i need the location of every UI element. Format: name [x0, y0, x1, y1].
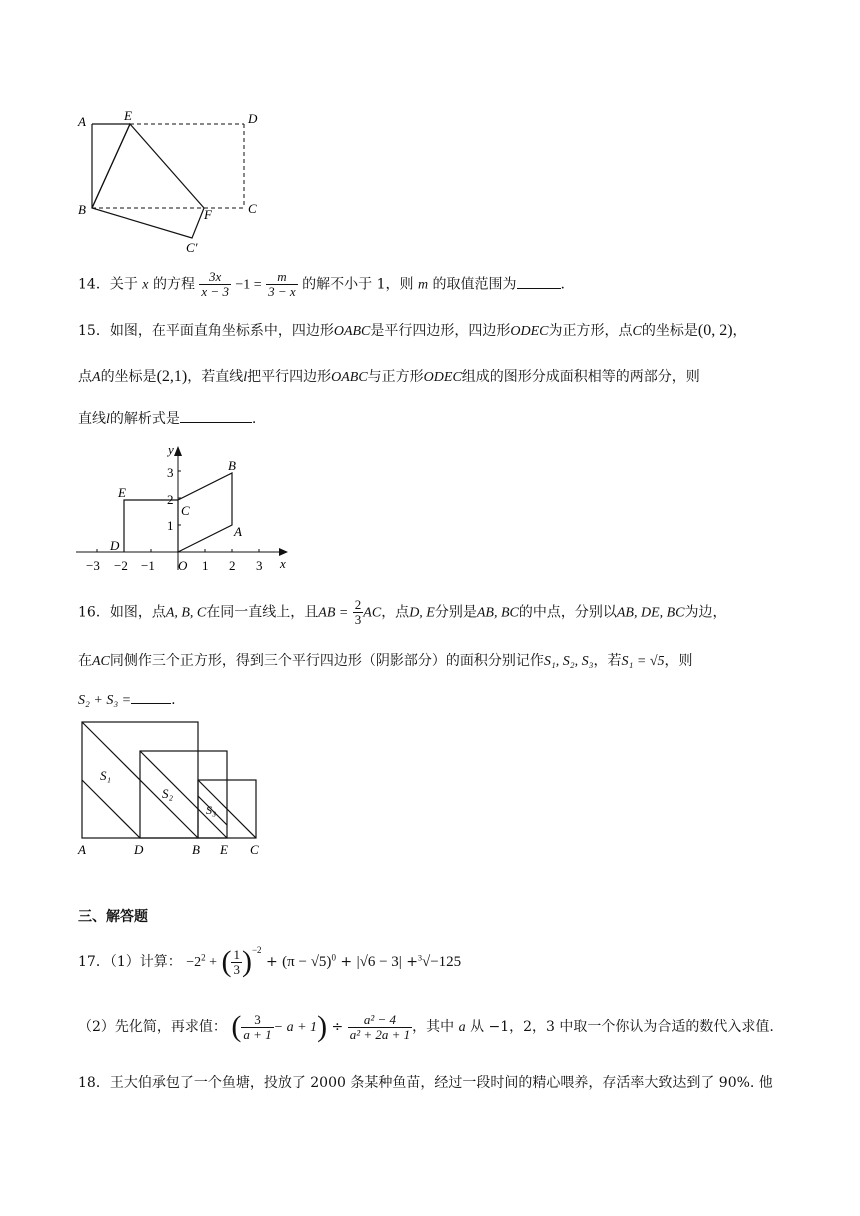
var-abc: A, B, C — [165, 605, 207, 621]
q15-text: 点 — [78, 369, 92, 385]
fraction-m: $\frac{m}{3 - x}$ — [268, 269, 296, 299]
label-B: B — [78, 202, 86, 217]
fraction-a2: $\frac{\text{a² − 4}}{\text{a² + 2a + 1}}$ — [349, 1011, 411, 1042]
label-y: y — [168, 442, 174, 457]
question-17-part2 — [78, 1010, 774, 1044]
expr-neg2sq: $-2^2$ + — [186, 952, 217, 970]
xtick: −2 — [114, 558, 128, 573]
var-s1-eq: S₁ = √5 — [621, 654, 665, 669]
question-16-line2 — [78, 650, 693, 670]
coord-a: (2,1) — [156, 368, 188, 385]
cube-index: 3 — [417, 953, 422, 963]
figure-rectangle-fold — [74, 106, 274, 256]
q17-text: ，其中 — [412, 1019, 455, 1035]
q14-text: 的解不小于 1，则 — [302, 276, 414, 293]
var-ac: AC — [92, 654, 110, 669]
var-s2-s3: S₂ + S₃ = — [78, 693, 132, 708]
plus: + — [265, 954, 278, 970]
var-s123: S₁, S₂, S₃ — [543, 654, 594, 669]
label-A: A — [78, 114, 86, 129]
q16-text: 分别是 — [434, 604, 477, 621]
ytick: 2 — [167, 492, 174, 507]
xtick: 3 — [256, 558, 263, 573]
label-A: A — [78, 842, 86, 857]
var-ab: AB = — [318, 605, 349, 621]
xtick: −3 — [86, 558, 100, 573]
answer-blank[interactable] — [517, 288, 561, 289]
q15-text: 的坐标是 — [641, 323, 698, 339]
q14-text: 关于 — [109, 276, 138, 293]
fraction-one-third: $\frac{1}{3}$ — [233, 946, 240, 977]
divide-sign: ÷ — [331, 1019, 344, 1035]
answer-blank[interactable] — [180, 422, 252, 423]
q14-text: 的方程 — [152, 276, 195, 293]
question-15-line2 — [78, 366, 700, 386]
q16-text: 同侧作三个正方形，得到三个平行四边形（阴影部分）的面积分别记作 — [109, 653, 544, 669]
q16-text: ，若 — [593, 653, 622, 669]
label-E: E — [118, 485, 126, 500]
paren-right: ) — [241, 945, 252, 978]
q15-text: 把平行四边形 — [247, 369, 332, 385]
label-S3: S₃ — [206, 803, 217, 817]
q15-text: 组成的图形分成面积相等的两部分，则 — [461, 369, 700, 385]
q17-text: （2）先化简，再求值： — [78, 1019, 227, 1035]
question-17-part1 — [78, 945, 461, 979]
q15-text: ， — [732, 323, 747, 339]
ytick: 3 — [167, 465, 174, 480]
coord-c: (0, 2) — [697, 322, 733, 339]
q15-text: 的坐标是 — [100, 369, 157, 385]
var-ab-bc: AB, BC — [476, 605, 519, 621]
question-15-line1 — [78, 320, 747, 340]
label-C: C — [248, 201, 257, 216]
period: . — [251, 411, 257, 427]
question-15-line3 — [78, 408, 256, 428]
label-A: A — [234, 524, 242, 539]
var-m: m — [417, 277, 429, 293]
q14-number: 14． — [78, 276, 110, 293]
label-D: D — [248, 111, 258, 126]
var-ab-de-bc: AB, DE, BC — [616, 605, 685, 621]
q16-text: ，点 — [381, 604, 410, 621]
label-D: D — [110, 538, 120, 553]
var-oabc: OABC — [331, 370, 368, 385]
var-x: x — [142, 277, 149, 293]
q15-text: ，若直线 — [187, 369, 244, 385]
label-E: E — [124, 108, 132, 123]
q16-text: 在 — [78, 653, 92, 669]
question-18: 18．王大伯承包了一个鱼塘，投放了 2000 条某种鱼苗，经过一段时间的精心喂养，存活率大致达到了 90%. 他 — [78, 1075, 773, 1091]
label-S2: S₂ — [162, 786, 174, 801]
fraction-3x: $\frac{3x}{x - 3}$ — [201, 269, 229, 299]
answer-blank[interactable] — [131, 703, 171, 704]
paren-left: ( — [221, 945, 232, 978]
plus: + — [406, 954, 418, 970]
question-16-line3 — [78, 692, 176, 709]
xtick: 1 — [202, 558, 209, 573]
ytick: 1 — [167, 518, 174, 533]
label-B: B — [192, 842, 200, 857]
exp-neg2: −2 — [251, 945, 262, 955]
label-B: B — [228, 458, 236, 473]
question-16-line1 — [78, 598, 727, 627]
var-de: D, E — [409, 605, 435, 621]
label-D: D — [134, 842, 144, 857]
question-14 — [78, 270, 565, 299]
q16-text: ，则 — [664, 653, 693, 669]
period: . — [560, 276, 565, 293]
expr-abs: |√6 − 3| — [356, 954, 402, 970]
q15-text: 直线 — [78, 411, 106, 427]
var-ac: AC — [363, 605, 382, 621]
q16-text: 在同一直线上，且 — [206, 604, 319, 621]
var-odec: ODEC — [510, 324, 549, 339]
q15-text: 是平行四边形，四边形 — [370, 323, 511, 339]
var-c: C — [632, 324, 642, 339]
fraction-3-over-a1: $\frac{3}{a + 1}$ — [243, 1011, 272, 1042]
var-l: l — [243, 370, 248, 385]
label-x: x — [280, 556, 286, 571]
q17-text: 从 −1，2，3 中取一个你认为合适的数代入求值. — [470, 1019, 774, 1035]
paren-left: ( — [231, 1010, 242, 1043]
figure-coordinate-plane — [74, 440, 304, 580]
q15-text: 为正方形，点 — [548, 323, 633, 339]
xtick: 2 — [229, 558, 236, 573]
label-E: E — [220, 842, 228, 857]
q14-minus-one: −1 = — [235, 277, 262, 293]
xtick: −1 — [141, 558, 155, 573]
label-C: C — [250, 842, 259, 857]
fraction-two-thirds: $\frac{2}{3}$ — [354, 597, 362, 627]
var-odec: ODEC — [423, 370, 462, 385]
expr-cuberoot: √−125 — [421, 954, 462, 970]
var-a: a — [458, 1020, 466, 1035]
q17-text: 17．（1）计算： — [78, 954, 182, 970]
expr-minus-a: − a + 1 — [273, 1020, 318, 1035]
label-O: O — [178, 558, 188, 573]
label-S1: S₁ — [100, 768, 112, 783]
label-C-prime: C′ — [186, 240, 198, 255]
var-oabc: OABC — [333, 324, 371, 339]
figure-three-squares — [74, 716, 274, 862]
expr-pi: (π − √5) — [282, 954, 332, 970]
q16-text: 的中点，分别以 — [518, 604, 617, 621]
q16-text: 为边， — [684, 604, 727, 621]
period: . — [171, 692, 176, 708]
q16-text: 16．如图，点 — [78, 604, 166, 621]
label-F: F — [204, 207, 212, 222]
var-a: A — [92, 370, 101, 385]
q15-text: 15．如图，在平面直角坐标系中，四边形 — [78, 323, 334, 339]
q14-text: 的取值范围为 — [432, 276, 517, 293]
paren-right: ) — [317, 1010, 328, 1043]
q15-text: 与正方形 — [367, 369, 424, 385]
label-C: C — [181, 503, 190, 518]
section-heading: 三、解答题 — [78, 909, 148, 925]
q15-text: 的解析式是 — [109, 411, 180, 427]
exp-zero: 0 — [331, 952, 336, 963]
var-l: l — [106, 412, 110, 427]
plus: + — [340, 954, 353, 970]
